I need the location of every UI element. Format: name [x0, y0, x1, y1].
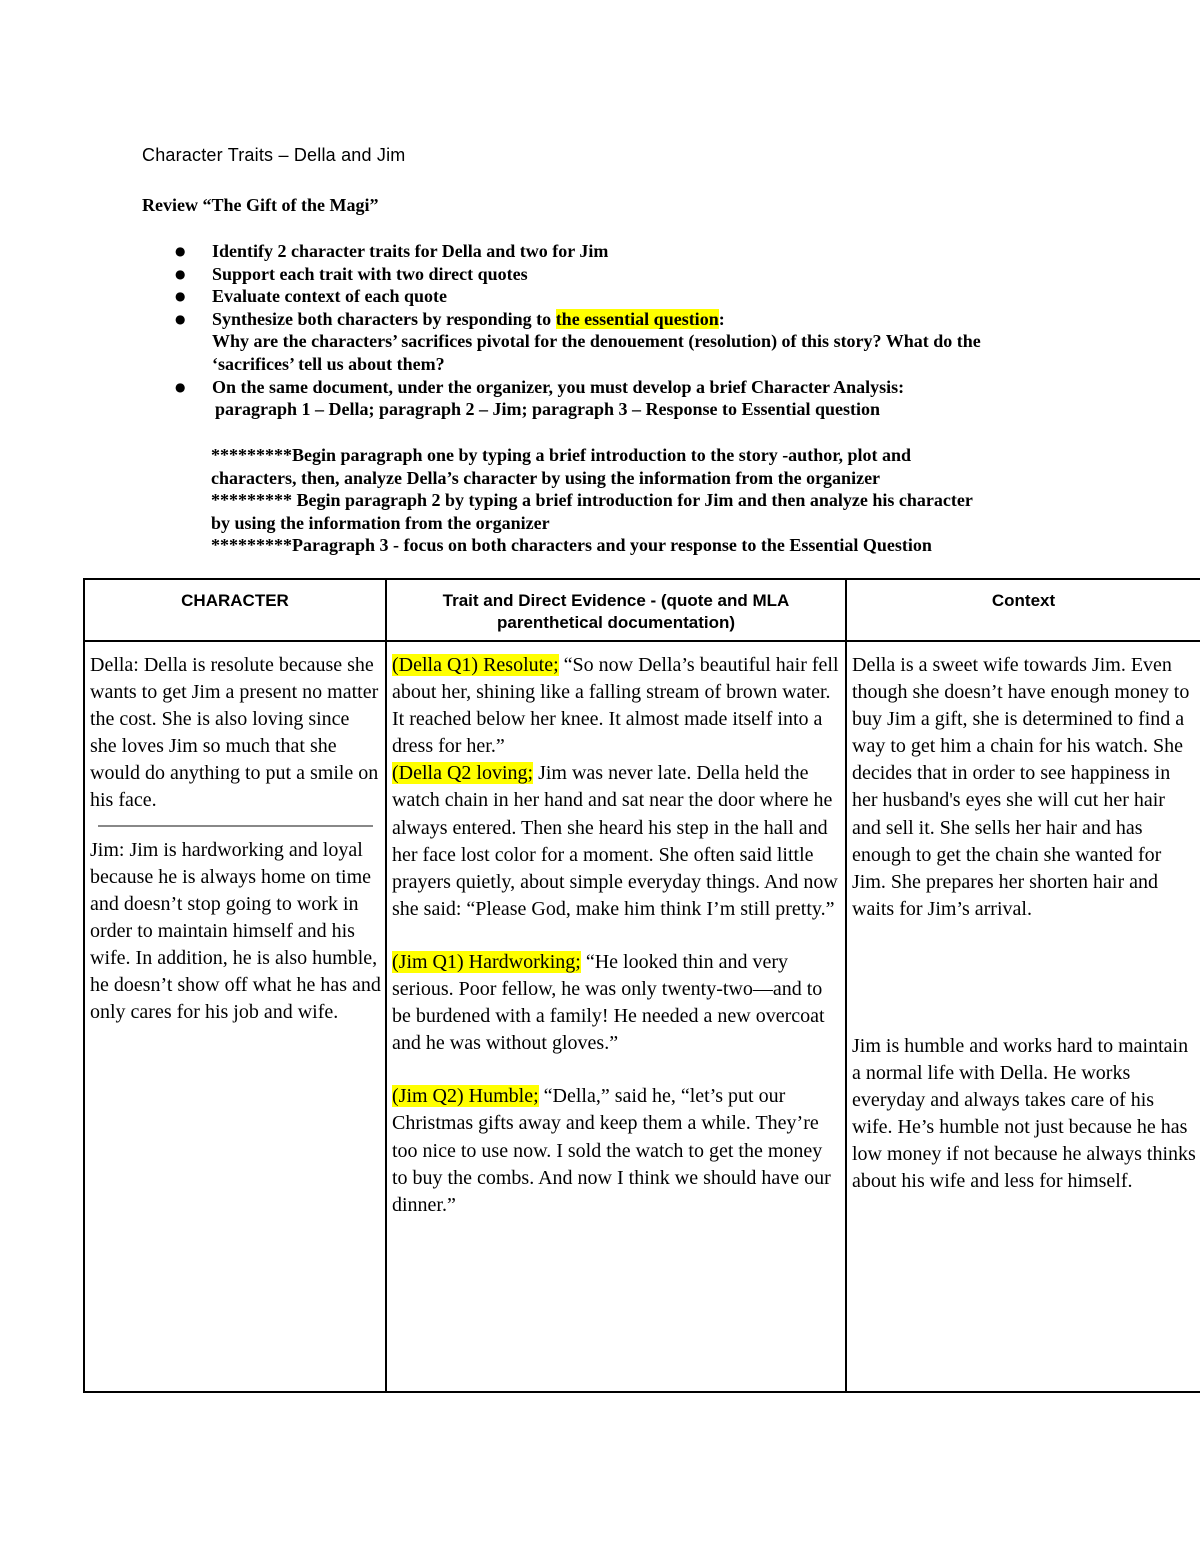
context-cell	[846, 641, 1200, 1392]
instruction-text: Identify 2 character traits for Della and two for Jim	[212, 241, 609, 261]
table-header-row	[84, 579, 1200, 641]
instruction-item	[142, 376, 1102, 421]
instruction-text: paragraph 1 – Della; paragraph 2 – Jim; paragraph 3 – Response to Essential question	[215, 399, 881, 420]
instruction-text: Support each trait with two direct quotes	[212, 263, 528, 284]
della-q2-label: (Della Q2 loving;	[392, 762, 534, 785]
header-character: CHARACTER	[84, 579, 386, 641]
paragraph-note: ********* Begin paragraph 2 by typing a brief introduction for Jim and then analyze his character	[211, 490, 973, 511]
paragraph-note: characters, then, analyze Della’s character by using the information from the organizer	[211, 467, 881, 488]
jim-q2-quote: “Della,” said he, “let’s put our Christmas gifts away and keep them a while. They’re too nice to use now. I sold the watch to get the money to buy the combs. And now I think we should have our dinner.”	[392, 1085, 831, 1216]
paragraph-notes	[211, 444, 1091, 557]
review-line: Review “The Gift of the Magi”	[142, 195, 379, 215]
instruction-item	[142, 285, 1102, 308]
character-cell	[84, 641, 386, 1392]
table-row	[84, 641, 1200, 1392]
jim-q1-quote: “He looked thin and very serious. Poor fellow, he was only twenty-two—and to be burdened with a family! He needed a new overcoat and he was without gloves.”	[392, 950, 825, 1055]
della-q1-evidence	[392, 652, 841, 760]
essential-question-text: Why are the characters’ sacrifices pivotal for the denouement (resolution) of this story? What do the	[212, 331, 981, 352]
header-trait-evidence: Trait and Direct Evidence - (quote and MLA parenthetical documentation)	[386, 579, 846, 641]
paragraph-note: by using the information from the organizer	[211, 512, 550, 533]
paragraph-note: *********Paragraph 3 - focus on both characters and your response to the Essential Question	[211, 535, 932, 556]
essential-question-highlight: the essential question	[555, 308, 719, 329]
della-character-text: Della: Della is resolute because she wants to get Jim a present no matter the cost. She is also loving since she loves Jim so much that she would do anything to put a smile on his face.	[90, 654, 379, 812]
jim-character-text: Jim: Jim is hardworking and loyal because he is always home on time and doesn’t stop going to work in order to maintain himself and his wife. In addition, he is also humble, he doesn’t show off what he has and only cares for his job and wife.	[90, 838, 381, 1024]
cell-divider	[98, 825, 373, 827]
instruction-item	[142, 263, 1102, 286]
instruction-text: Evaluate context of each quote	[212, 286, 447, 307]
instruction-list	[142, 240, 1102, 421]
instruction-item	[142, 240, 1102, 263]
jim-q1-evidence	[392, 949, 841, 1057]
jim-context-text: Jim is humble and works hard to maintain a normal life with Della. He works everyday and always takes care of his wife. He’s humble not just because he has low money if not because he always thinks about his wife and less for himself.	[852, 1034, 1196, 1193]
della-q1-label: (Della Q1) Resolute;	[392, 654, 559, 676]
della-q1-quote: “So now Della’s beautiful hair fell about her, shining like a falling stream of brown water. It reached below her knee. It almost made itself into a dress for her.”	[392, 654, 839, 758]
instruction-text: ● On the same document, under the organizer, you must develop a brief Character Analysis:	[212, 376, 905, 397]
paragraph-note: *********Begin paragraph one by typing a brief introduction to the story -author, plot and	[211, 445, 912, 465]
della-context-text: Della is a sweet wife towards Jim. Even though she doesn’t have enough money to buy Jim a gift, she is determined to find a way to get him a chain for his watch. She decides that in order to see happiness in her husband's eyes she will cut her hair and sell it. She sells her hair and has enough to get the chain she wanted for Jim. She prepares her shorten hair and waits for Jim’s arrival.	[852, 654, 1190, 920]
evidence-cell	[386, 641, 846, 1392]
della-q2-evidence	[392, 760, 841, 923]
della-q2-quote: Jim was never late. Della held the watch chain in her hand and sat near the door where he always entered. Then she heard his step in the hall and her face lost color for a moment. She often said little prayers quietly, about simple everyday things. And now she said: “Please God, make him think I’m still pretty.”	[392, 762, 838, 920]
jim-q1-label: (Jim Q1) Hardworking;	[392, 950, 581, 973]
jim-q2-label: (Jim Q2) Humble;	[392, 1085, 539, 1108]
character-organizer-table	[83, 578, 1200, 1393]
jim-q2-evidence	[392, 1083, 841, 1218]
document-title: Character Traits – Della and Jim	[142, 145, 406, 165]
instruction-item	[142, 308, 1102, 376]
header-context: Context	[846, 579, 1200, 641]
essential-question-text: ‘sacrifices’ tell us about them?	[212, 353, 445, 374]
instruction-text: Synthesize both characters by responding to	[212, 308, 556, 329]
instruction-text: :	[718, 308, 725, 329]
